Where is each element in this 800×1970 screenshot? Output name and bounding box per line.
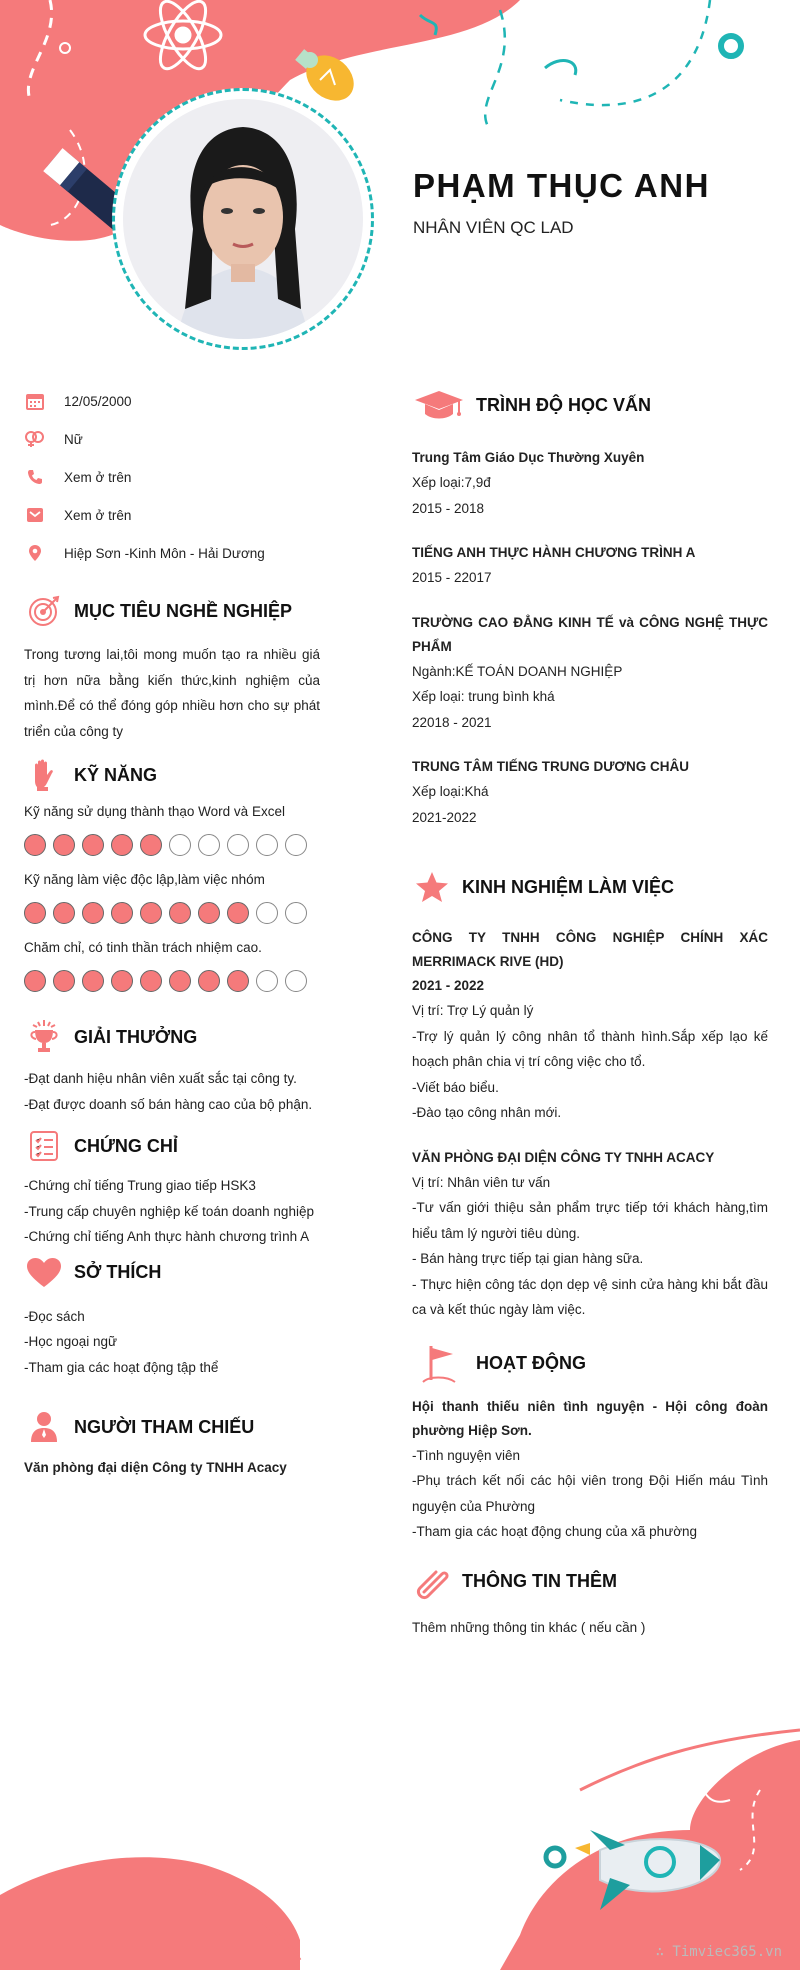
experience-entry bbox=[412, 926, 768, 1126]
certificates-title: CHỨNG CHỈ bbox=[74, 1135, 178, 1156]
portrait-image bbox=[123, 99, 363, 339]
checklist-icon bbox=[24, 1126, 64, 1166]
education-entry bbox=[412, 611, 768, 736]
education-detail: Xếp loại:Khá bbox=[412, 784, 489, 799]
left-column bbox=[24, 382, 320, 1480]
rating-dot bbox=[256, 902, 278, 924]
extra-section bbox=[412, 1559, 768, 1641]
rating-dot bbox=[82, 834, 104, 856]
education-title: TRÌNH ĐỘ HỌC VẤN bbox=[476, 394, 651, 415]
profile-photo-frame bbox=[112, 88, 374, 350]
awards-title: GIẢI THƯỞNG bbox=[74, 1026, 198, 1047]
skill-rating bbox=[24, 902, 320, 924]
skill-rating bbox=[24, 834, 320, 856]
rating-dot bbox=[285, 970, 307, 992]
education-entry bbox=[412, 446, 768, 521]
rating-dot bbox=[82, 902, 104, 924]
company-name: VĂN PHÒNG ĐẠI DIỆN CÔNG TY TNHH ACACY bbox=[412, 1149, 715, 1165]
awards-section bbox=[24, 1014, 320, 1117]
activities-list bbox=[412, 1443, 768, 1545]
list-line: -Tham gia các hoạt động tập thể bbox=[24, 1359, 219, 1375]
education-section bbox=[412, 382, 768, 830]
hobbies-section bbox=[24, 1250, 320, 1381]
list-line: -Học ngoại ngữ bbox=[24, 1334, 118, 1349]
list-line: -Đạt được doanh số bán hàng cao của bộ phận. bbox=[24, 1096, 313, 1112]
education-entry bbox=[412, 755, 768, 830]
experience-detail: - Bán hàng trực tiếp tại gian hàng sữa. bbox=[412, 1251, 644, 1266]
rating-dot bbox=[111, 970, 133, 992]
education-detail: Ngành:KẾ TOÁN DOANH NGHIỆP bbox=[412, 663, 623, 679]
calendar-icon bbox=[24, 390, 46, 412]
gender-icon bbox=[24, 428, 46, 450]
gender-value: Nữ bbox=[64, 431, 83, 447]
list-line: -Phụ trách kết nối các hội viên trong Đội Hiến máu Tình nguyện của Phường bbox=[412, 1473, 768, 1514]
info-birthdate bbox=[24, 382, 320, 420]
education-header bbox=[412, 382, 768, 428]
education-list bbox=[412, 446, 768, 830]
education-detail: 2015 - 2018 bbox=[412, 500, 485, 516]
references-header bbox=[24, 1404, 320, 1450]
rating-dot bbox=[111, 834, 133, 856]
certificates-list bbox=[24, 1173, 320, 1250]
certificates-header bbox=[24, 1123, 320, 1169]
watermark: ∴ Timviec365.vn bbox=[655, 1944, 782, 1960]
rating-dot bbox=[53, 834, 75, 856]
rating-dot bbox=[256, 970, 278, 992]
experience-title: KINH NGHIỆM LÀM VIỆC bbox=[462, 876, 675, 897]
hobbies-list bbox=[24, 1304, 320, 1381]
skill-label: Kỹ năng làm việc độc lập,làm việc nhóm bbox=[24, 872, 265, 887]
flag-icon bbox=[412, 1344, 466, 1384]
school-name: TIẾNG ANH THỰC HÀNH CHƯƠNG TRÌNH A bbox=[412, 545, 696, 560]
education-detail: 22018 - 2021 bbox=[412, 714, 492, 730]
job-title: NHÂN VIÊN QC LAD bbox=[413, 218, 574, 237]
list-line: -Đạt danh hiệu nhân viên xuất sắc tại công ty. bbox=[24, 1071, 297, 1086]
hobbies-header bbox=[24, 1250, 320, 1296]
skills-title: KỸ NĂNG bbox=[74, 764, 158, 785]
experience-header bbox=[412, 864, 768, 910]
rating-dot bbox=[82, 970, 104, 992]
location-pin-icon bbox=[24, 542, 46, 564]
experience-detail: -Đào tạo công nhân mới. bbox=[412, 1105, 562, 1120]
rating-dot bbox=[24, 834, 46, 856]
school-name: Trung Tâm Giáo Dục Thường Xuyên bbox=[412, 450, 645, 465]
rating-dot bbox=[227, 970, 249, 992]
rating-dot bbox=[169, 902, 191, 924]
list-line: -Trung cấp chuyên nghiệp kế toán doanh nghiệp bbox=[24, 1203, 314, 1219]
certificates-section bbox=[24, 1123, 320, 1250]
objective-text: Trong tương lai,tôi mong muốn tạo ra nhiều giá trị hơn nữa bằng kiến thức,kinh nghiệm của mình.Để có thể đóng góp nhiều hơn cho sự phát triển của công ty bbox=[24, 647, 320, 739]
experience-detail: Vị trí: Nhân viên tư vấn bbox=[412, 1174, 551, 1190]
education-detail: 2015 - 22017 bbox=[412, 570, 492, 585]
right-column bbox=[412, 382, 768, 1640]
education-detail: 2021-2022 bbox=[412, 809, 477, 825]
candidate-name: PHẠM THỤC ANH bbox=[413, 167, 710, 204]
info-address bbox=[24, 534, 320, 572]
rating-dot bbox=[169, 834, 191, 856]
rating-dot bbox=[285, 902, 307, 924]
target-icon bbox=[24, 591, 64, 631]
rating-dot bbox=[24, 902, 46, 924]
references-section bbox=[24, 1404, 320, 1480]
trophy-icon bbox=[24, 1017, 64, 1057]
info-phone bbox=[24, 458, 320, 496]
objective-title: MỤC TIÊU NGHỀ NGHIỆP bbox=[74, 600, 293, 621]
experience-detail: Vị trí: Trợ Lý quản lý bbox=[412, 1003, 534, 1018]
education-detail: Xếp loại:7,9đ bbox=[412, 475, 491, 490]
rating-dot bbox=[53, 970, 75, 992]
extra-title: THÔNG TIN THÊM bbox=[462, 1571, 617, 1591]
skills-header bbox=[24, 752, 320, 798]
reference-text: Văn phòng đại diện Công ty TNHH Acacy bbox=[24, 1460, 287, 1475]
activities-title: HOẠT ĐỘNG bbox=[476, 1353, 586, 1373]
skills-section bbox=[24, 752, 320, 992]
awards-list bbox=[24, 1066, 320, 1117]
paperclip-icon bbox=[412, 1562, 452, 1602]
skill-label: Kỹ năng sử dụng thành thạo Word và Excel bbox=[24, 804, 285, 819]
rating-dot bbox=[227, 902, 249, 924]
school-name: TRUNG TÂM TIẾNG TRUNG DƯƠNG CHÂU bbox=[412, 759, 689, 774]
activities-section bbox=[412, 1341, 768, 1545]
rating-dot bbox=[198, 970, 220, 992]
list-line: -Tình nguyện viên bbox=[412, 1447, 521, 1463]
awards-header bbox=[24, 1014, 320, 1060]
experience-detail: -Viết báo biểu. bbox=[412, 1079, 499, 1095]
rating-dot bbox=[169, 970, 191, 992]
star-icon bbox=[412, 867, 452, 907]
list-line: -Chứng chỉ tiếng Trung giao tiếp HSK3 bbox=[24, 1178, 256, 1193]
person-icon bbox=[24, 1407, 64, 1447]
objective-section bbox=[24, 588, 320, 744]
education-entry bbox=[412, 541, 768, 591]
experience-detail: -Trợ lý quản lý công nhân tổ thành hình.Sắp xếp lạo kế hoạch phân chia vị trí công việc cho tổ. bbox=[412, 1028, 768, 1069]
company-name: CÔNG TY TNHH CÔNG NGHIỆP CHÍNH XÁC MERRIMACK RIVE (HD) bbox=[412, 930, 768, 969]
skill-list bbox=[24, 802, 320, 992]
hobbies-title: SỞ THÍCH bbox=[74, 1262, 162, 1282]
mail-icon bbox=[24, 504, 46, 526]
skill-rating bbox=[24, 970, 320, 992]
phone-icon bbox=[24, 466, 46, 488]
email-value: Xem ở trên bbox=[64, 507, 132, 523]
experience-list bbox=[412, 926, 768, 1323]
phone-value: Xem ở trên bbox=[64, 469, 132, 485]
activities-org: Hội thanh thiếu niên tình nguyện - Hội công đoàn phường Hiệp Sơn. bbox=[412, 1398, 768, 1438]
rating-dot bbox=[140, 902, 162, 924]
profile-photo bbox=[123, 99, 363, 339]
heart-icon bbox=[24, 1253, 64, 1293]
school-name: TRƯỜNG CAO ĐẲNG KINH TẾ và CÔNG NGHỆ THỰC PHẨM bbox=[412, 614, 768, 654]
rating-dot bbox=[140, 970, 162, 992]
info-gender bbox=[24, 420, 320, 458]
rating-dot bbox=[53, 902, 75, 924]
rating-dot bbox=[256, 834, 278, 856]
rating-dot bbox=[198, 902, 220, 924]
experience-detail: - Thực hiện công tác dọn dẹp vệ sinh cửa hàng khi bắt đầu ca và kết thúc ngày làm việc. bbox=[412, 1276, 768, 1317]
skill-label: Chăm chỉ, có tinh thần trách nhiệm cao. bbox=[24, 940, 262, 955]
birthdate-value: 12/05/2000 bbox=[64, 393, 132, 409]
address-value: Hiệp Sơn -Kinh Môn - Hải Dương bbox=[64, 545, 265, 561]
references-title: NGƯỜI THAM CHIẾU bbox=[74, 1416, 255, 1437]
list-line: -Đọc sách bbox=[24, 1308, 85, 1324]
rating-dot bbox=[111, 902, 133, 924]
extra-text: Thêm những thông tin khác ( nếu cần ) bbox=[412, 1619, 646, 1635]
rating-dot bbox=[285, 834, 307, 856]
rating-dot bbox=[24, 970, 46, 992]
hand-icon bbox=[24, 755, 64, 795]
objective-header bbox=[24, 588, 320, 634]
rating-dot bbox=[140, 834, 162, 856]
activities-header bbox=[412, 1341, 768, 1387]
list-line: -Tham gia các hoạt động chung của xã phường bbox=[412, 1524, 698, 1539]
personal-info bbox=[24, 382, 320, 572]
education-detail: Xếp loại: trung bình khá bbox=[412, 689, 555, 704]
rating-dot bbox=[198, 834, 220, 856]
extra-header bbox=[412, 1559, 768, 1605]
experience-section bbox=[412, 864, 768, 1323]
list-line: -Chứng chỉ tiếng Anh thực hành chương trình A bbox=[24, 1229, 310, 1244]
info-email bbox=[24, 496, 320, 534]
graduation-cap-icon bbox=[412, 385, 466, 425]
work-period: 2021 - 2022 bbox=[412, 978, 485, 993]
experience-entry bbox=[412, 1146, 768, 1323]
rating-dot bbox=[227, 834, 249, 856]
experience-detail: -Tư vấn giới thiệu sản phẩm trực tiếp tới khách hàng,tìm hiểu tâm lý người tiêu dùng. bbox=[412, 1200, 768, 1241]
